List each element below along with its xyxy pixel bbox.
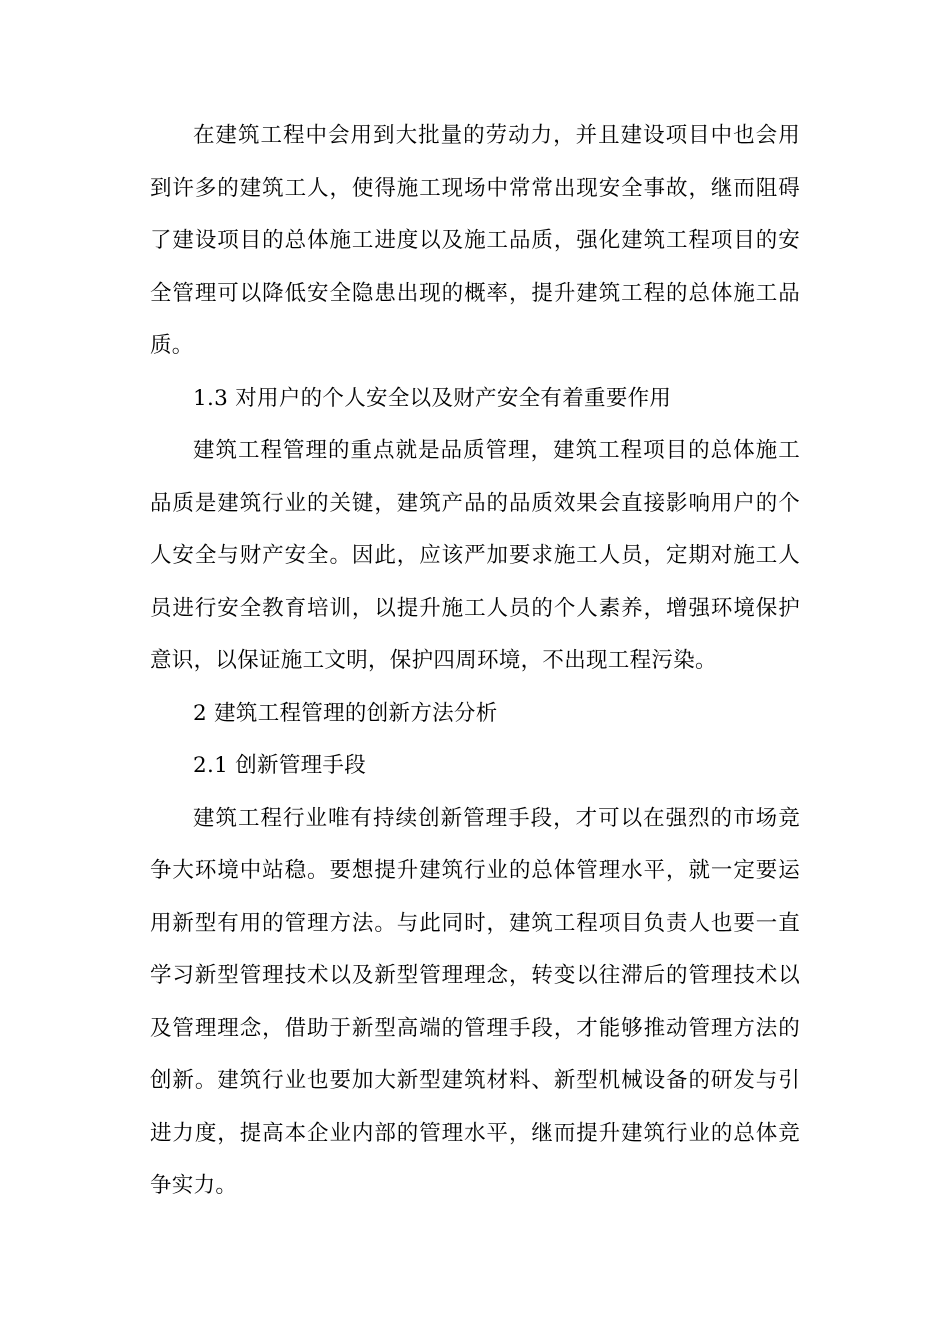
document-page (150, 110, 800, 1213)
section-heading-2-1: 2.1 创新管理手段 (193, 753, 367, 778)
section-heading-2: 2 建筑工程管理的创新方法分析 (193, 700, 498, 726)
paragraph-safety-intro: 在建筑工程中会用到大批量的劳动力，并且建设项目中也会用到许多的建筑工人，使得施工现场中常常出现安全事故，继而阻碍了建设项目的总体施工进度以及施工品质，强化建筑工程项目的安全管理可以降低安全隐患出现的概率，提升建筑工程的总体施工品质。 (150, 123, 800, 358)
paragraph-quality-management: 建筑工程管理的重点就是品质管理，建筑工程项目的总体施工品质是建筑行业的关键，建筑产品的品质效果会直接影响用户的个人安全与财产安全。因此，应该严加要求施工人员，定期对施工人员进行安全教育培训，以提升施工人员的个人素养，增强环境保护意识，以保证施工文明，保护四周环境，不出现工程污染。 (150, 438, 800, 673)
paragraph-innovation-management: 建筑工程行业唯有持续创新管理手段，才可以在强烈的市场竞争大环境中站稳。要想提升建筑行业的总体管理水平，就一定要运用新型有用的管理方法。与此同时，建筑工程项目负责人也要一直学习新型管理技术以及新型管理理念，转变以往滞后的管理技术以及管理理念，借助于新型高端的管理手段，才能够推动管理方法的创新。建筑行业也要加大新型建筑材料、新型机械设备的研发与引进力度，提高本企业内部的管理水平，继而提升建筑行业的总体竞争实力。 (150, 805, 800, 1198)
section-heading-1-3: 1.3 对用户的个人安全以及财产安全有着重要作用 (193, 385, 672, 411)
